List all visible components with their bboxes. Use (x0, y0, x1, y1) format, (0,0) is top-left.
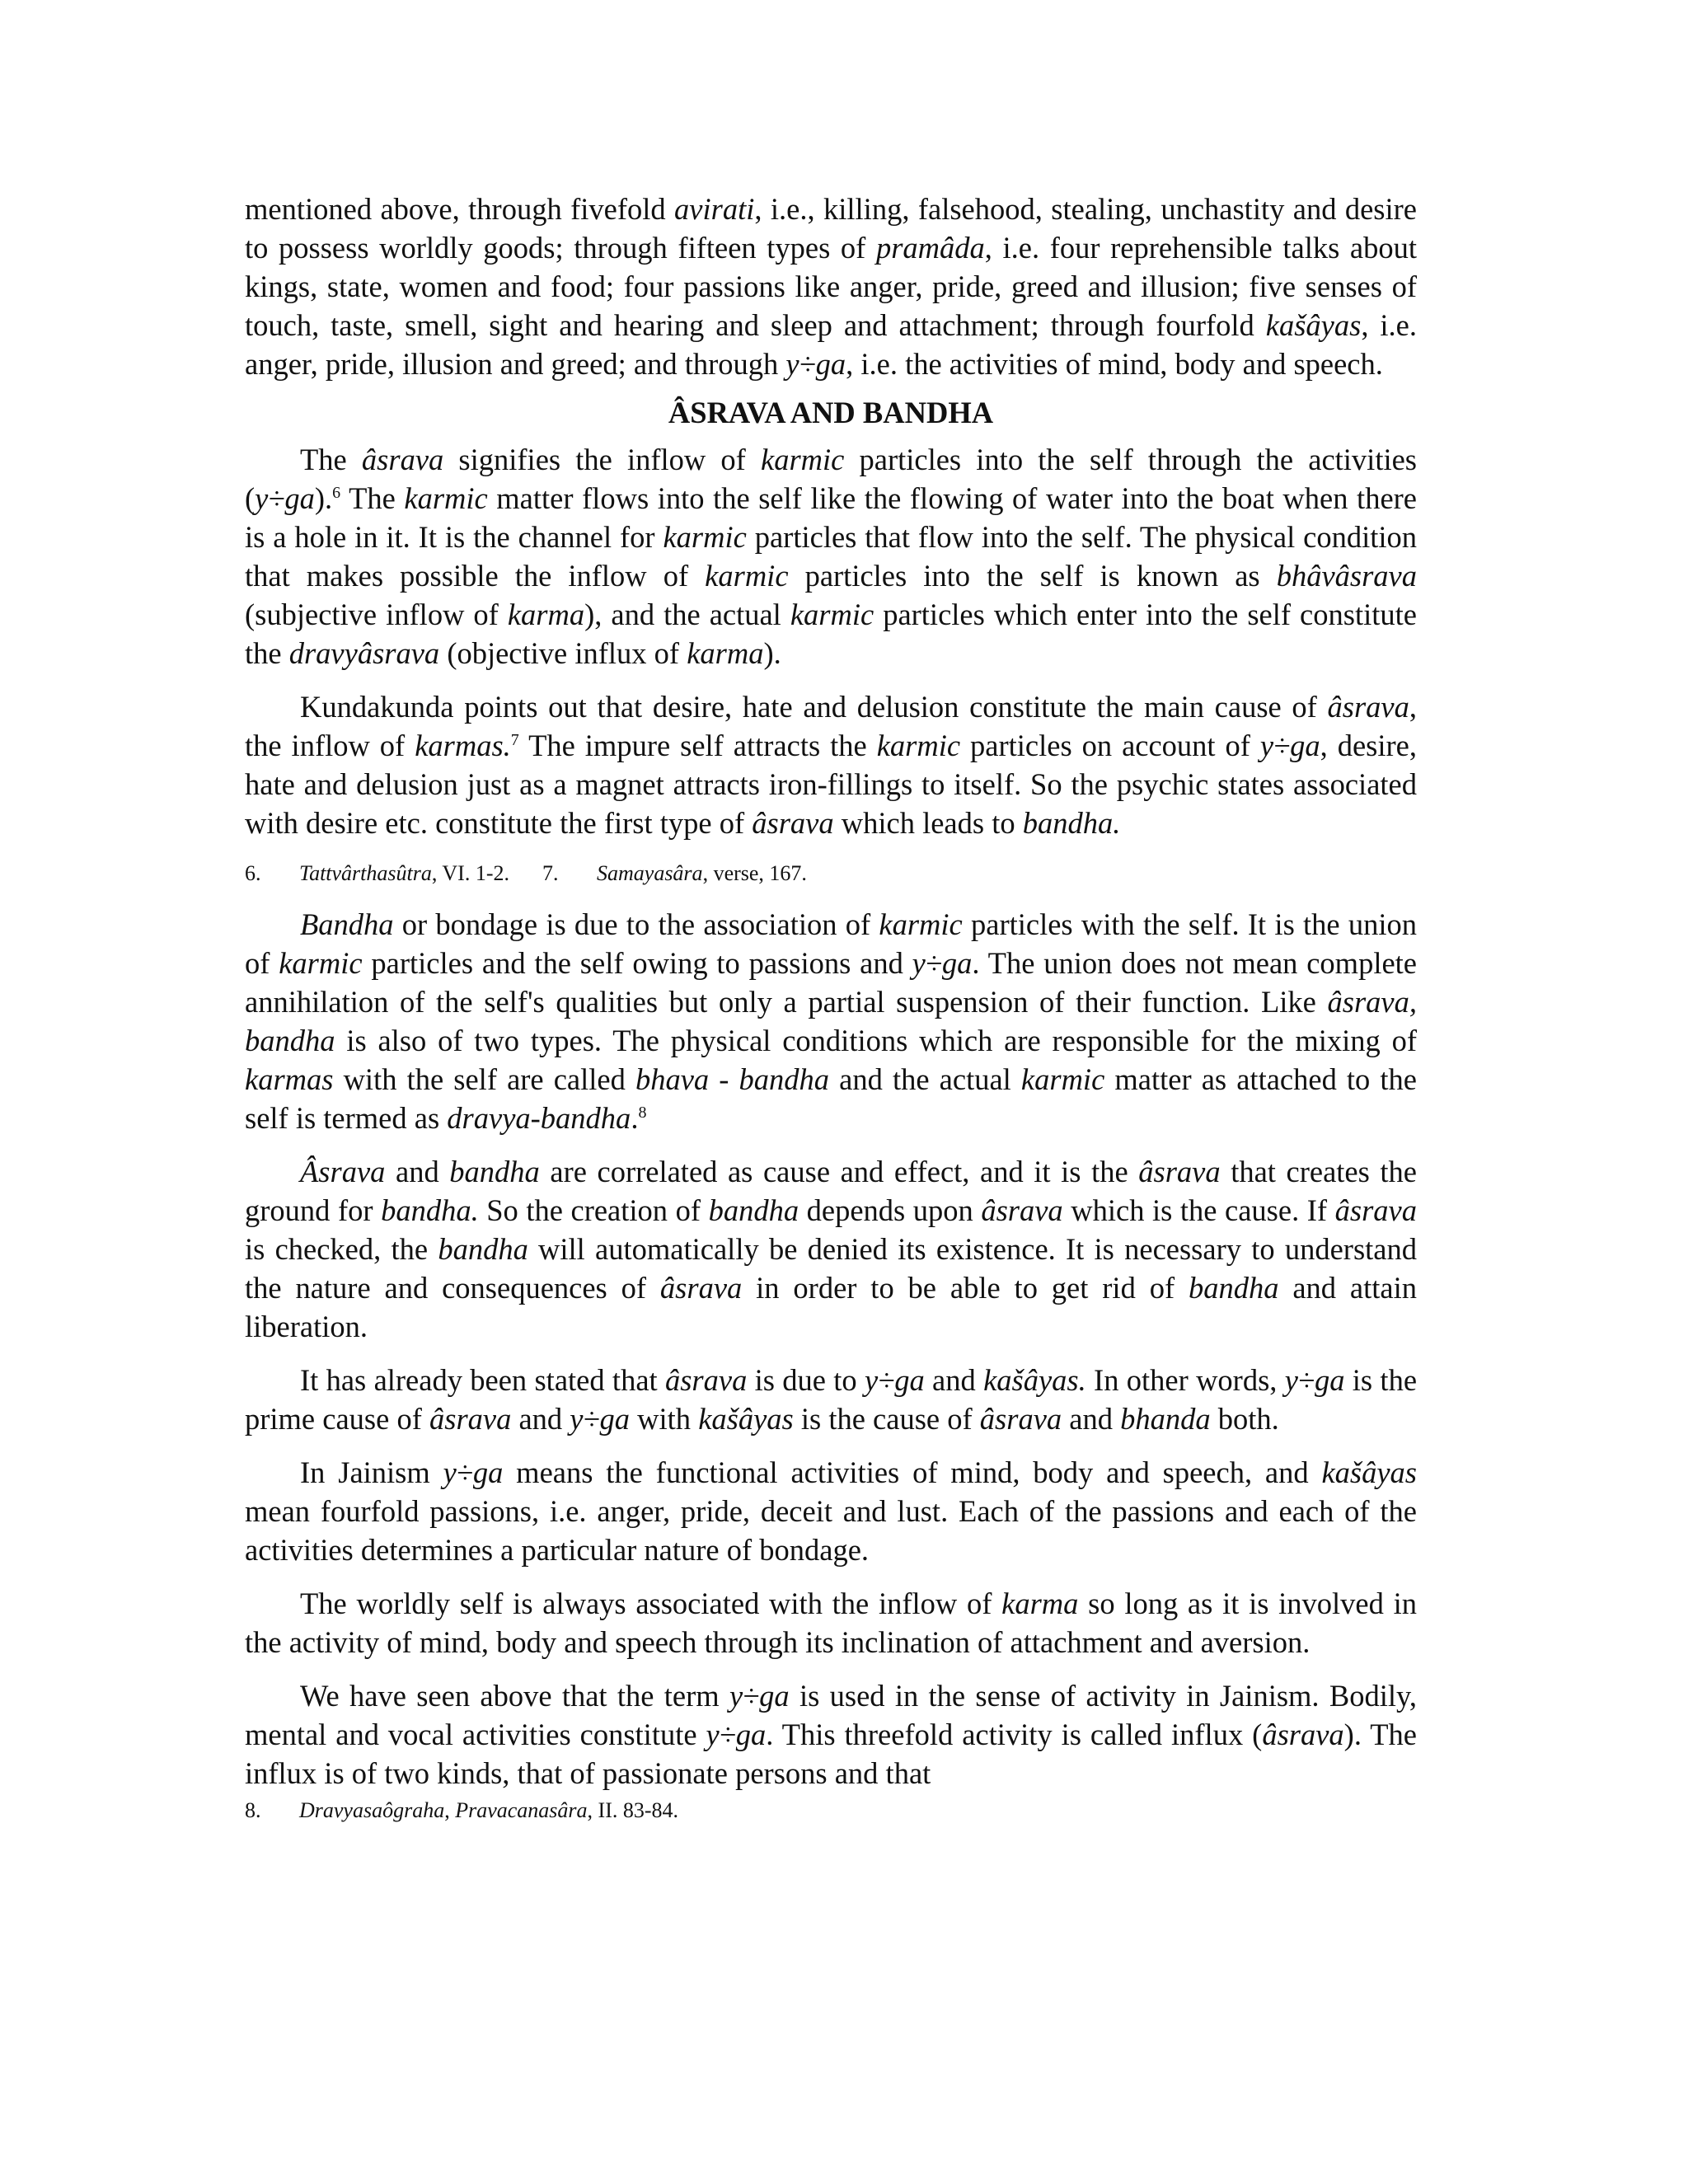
italic-term: y÷ga (570, 1402, 631, 1436)
italic-term: y÷ga (785, 347, 846, 381)
footnote-ref: 6 (332, 483, 341, 502)
italic-term: Âsrava (300, 1155, 386, 1188)
italic-term: âsrava (1334, 1193, 1417, 1227)
text-run: is due to (747, 1363, 865, 1397)
italic-term: dravyâsrava (288, 636, 440, 670)
text-run: and the actual (829, 1062, 1021, 1096)
text-run: , verse, 167. (702, 861, 807, 885)
paragraph-asrava-definition (245, 440, 1417, 673)
text-run: ). (763, 636, 781, 670)
italic-term: karmic (404, 481, 488, 515)
text-run: (objective influx of (439, 636, 687, 670)
footnotes-6-7 (245, 859, 1417, 888)
italic-term: bhâvâsrava (1276, 559, 1417, 593)
text-run: or bondage is due to the association of (393, 907, 879, 941)
section-heading: ÂSRAVA AND BANDHA (668, 396, 994, 429)
text-run: The worldly self is always associated with the inflow of (300, 1586, 1002, 1620)
italic-term: y÷ga (865, 1363, 925, 1397)
italic-term: Tattvârthasûtra (299, 861, 432, 885)
italic-term: âsrava (664, 1363, 748, 1397)
text-run: particles into the self through the activities ( (245, 443, 1418, 515)
paragraph-cause-effect (245, 1152, 1417, 1346)
text-run: , II. 83-84. (587, 1798, 679, 1822)
italic-term: âsrava (981, 1193, 1063, 1227)
text-run: is used in the sense of activity in Jainism. Bodily, mental and vocal activities constitute (245, 1679, 1417, 1751)
text-run: particles with the self. It is the union of (245, 907, 1417, 980)
paragraph-continuation (245, 190, 1417, 383)
paragraph-yoga-kasayas (245, 1361, 1417, 1438)
italic-term: karmic (663, 520, 747, 554)
italic-term: bhanda (1120, 1402, 1211, 1436)
text-run: means the functional activities of mind, body and speech, and (503, 1455, 1322, 1489)
italic-term: pramâda (875, 231, 985, 265)
text-run: so long as it is involved in the activity of mind, body and speech through its inclination of attachment and aversion. (245, 1586, 1417, 1659)
text-run: both. (1210, 1402, 1279, 1436)
italic-term: y÷ga (912, 946, 973, 980)
text-run: and (385, 1155, 450, 1188)
text-run: particles that flow into the self. The physical condition that makes possible the inflow of (245, 520, 1417, 593)
italic-term: bandha (708, 1193, 799, 1227)
italic-term: karma (1001, 1586, 1079, 1620)
text-run: . This threefold activity is called influx ( (766, 1718, 1263, 1751)
italic-term: Samayasâra (597, 861, 703, 885)
italic-term: karmic (876, 729, 961, 762)
text-run: matter as attached to the self is termed as (245, 1062, 1418, 1135)
italic-term: âsrava (1327, 690, 1409, 724)
text-run: and (511, 1402, 570, 1436)
text-run: , (444, 1798, 456, 1822)
italic-term: Pravacanasâra (455, 1798, 588, 1822)
italic-term: y÷ga (1284, 1363, 1345, 1397)
italic-term: bhava - bandha (635, 1062, 830, 1096)
text-run: ). (314, 481, 333, 515)
italic-term: kašâyas (1265, 308, 1362, 342)
footnote-number: 8. (245, 1798, 261, 1822)
italic-term: âsrava (361, 443, 444, 476)
text-run: particles which enter into the self constitute the (245, 598, 1417, 670)
text-run: is the cause of (793, 1402, 980, 1436)
footnote-8 (245, 1796, 1417, 1825)
text-run: The (300, 443, 362, 476)
text-run: The impure self attracts the (518, 729, 877, 762)
italic-term: y÷ga (255, 481, 315, 515)
italic-term: âsrava (752, 806, 834, 840)
italic-term: karmas (245, 1062, 334, 1096)
italic-term: bandha (449, 1155, 540, 1188)
italic-term: karmic (1020, 1062, 1105, 1096)
text-run: and attain liberation. (245, 1271, 1418, 1343)
italic-term: karmic (761, 443, 845, 476)
paragraph-jainism-yoga (245, 1453, 1417, 1569)
paragraph-worldly-self (245, 1584, 1417, 1661)
text-run: is the prime cause of (245, 1363, 1418, 1436)
text-run: The (340, 481, 405, 515)
footnote-text (299, 861, 509, 885)
italic-term: kašâyas. (983, 1363, 1086, 1397)
text-run: that creates the ground for (245, 1155, 1418, 1227)
italic-term: kašâyas (698, 1402, 794, 1436)
text-run: . (631, 1101, 639, 1135)
italic-term: bandha. (1022, 806, 1121, 840)
italic-term: Dravyasaôgraha (299, 1798, 445, 1822)
text-run: is checked, the (245, 1232, 438, 1266)
text-run: ). The influx is of two kinds, that of passionate persons and that (245, 1718, 1417, 1790)
text-run: (subjective inflow of (245, 598, 508, 631)
text-run: In Jainism (300, 1455, 443, 1489)
italic-term: âsrava (659, 1271, 743, 1305)
paragraph-bandha-definition (245, 905, 1417, 1137)
text-run: We have seen above that the term (300, 1679, 729, 1713)
footnote-number: 6. (245, 861, 261, 885)
text-run: It has already been stated that (300, 1363, 665, 1397)
text-run: depends upon (799, 1193, 982, 1227)
italic-term: âsrava (1138, 1155, 1221, 1188)
text-run: , i.e. anger, pride, illusion and greed; and through (245, 308, 1417, 381)
italic-term: avirati (674, 192, 755, 226)
text-run: , the inflow of (245, 690, 1417, 762)
text-run: in order to be able to get rid of (742, 1271, 1189, 1305)
italic-term: Bandha (300, 907, 394, 941)
text-run: ), and the actual (584, 598, 790, 631)
text-run: So the creation of (478, 1193, 709, 1227)
italic-term: karmas. (415, 729, 511, 762)
text-run: with the self are called (333, 1062, 635, 1096)
text-run: particles on account of (960, 729, 1260, 762)
footnote-text (299, 1798, 678, 1822)
italic-term: bandha (1188, 1271, 1279, 1305)
italic-term: karmic (705, 559, 789, 593)
text-run: with (630, 1402, 699, 1436)
text-run: In other words, (1085, 1363, 1285, 1397)
paragraph-threefold-activity (245, 1676, 1417, 1793)
text-run: which is the cause. If (1062, 1193, 1335, 1227)
text-run: particles and the self owing to passions and (362, 946, 912, 980)
italic-term: y÷ga (706, 1718, 767, 1751)
text-run: matter flows into the self like the flowing of water into the boat when there is a hole in it. It is the channel for (245, 481, 1417, 554)
italic-term: karmic (279, 946, 363, 980)
text-run: are correlated as cause and effect, and it is the (539, 1155, 1139, 1188)
text-run: Kundakunda points out that desire, hate and delusion constitute the main cause of (300, 690, 1328, 724)
footnote-ref: 7 (510, 730, 519, 749)
text-run: and (1062, 1402, 1121, 1436)
text-run: mentioned above, through fivefold (245, 192, 675, 226)
text-run: , i.e. the activities of mind, body and speech. (846, 347, 1383, 381)
text-run: , i.e., killing, falsehood, stealing, unchastity and desire to possess worldly goods; through fifteen types of (245, 192, 1418, 265)
italic-term: âsrava (429, 1402, 512, 1436)
italic-term: y÷ga (1259, 729, 1320, 762)
footnote-text (597, 861, 807, 885)
italic-term: karmic (879, 907, 963, 941)
text-run: is also of two types. The physical conditions which are responsible for the mixing of (335, 1024, 1417, 1057)
footnote-ref: 8 (638, 1103, 647, 1122)
italic-term: y÷ga (729, 1679, 790, 1713)
paragraph-kundakunda (245, 687, 1417, 842)
text-run: , VI. 1-2. (431, 861, 509, 885)
italic-term: âsrava (1262, 1718, 1344, 1751)
text-run: particles into the self is known as (788, 559, 1277, 593)
italic-term: karma (687, 636, 764, 670)
text-run: signifies the inflow of (443, 443, 761, 476)
footnote-number: 7. (542, 861, 559, 885)
italic-term: âsrava, bandha (245, 985, 1417, 1057)
text-run: will automatically be denied its existence. It is necessary to understand the nature and consequences of (245, 1232, 1417, 1305)
text-run: . The union does not mean complete annihilation of the self's qualities but only a partial suspension of their function. Like (245, 946, 1418, 1019)
italic-term: y÷ga (443, 1455, 504, 1489)
italic-term: bandha (438, 1232, 528, 1266)
text-run: mean fourfold passions, i.e. anger, pride, deceit and lust. Each of the passions and each of the activities determines a particular nature of bondage. (245, 1494, 1417, 1567)
italic-term: dravya-bandha (447, 1101, 631, 1135)
italic-term: karma (507, 598, 585, 631)
document-page (245, 190, 1417, 1842)
text-run: , desire, hate and delusion just as a magnet attracts iron-fillings to itself. So the psychic states associated with desire etc. constitute the first type of (245, 729, 1418, 840)
text-run: which leads to (833, 806, 1023, 840)
italic-term: bandha. (381, 1193, 479, 1227)
text-run: , i.e. four reprehensible talks about kings, state, women and food; four passions like anger, pride, greed and illusion; five senses of touch, taste, smell, sight and hearing and sleep and attachment; through fourfold (245, 231, 1417, 342)
italic-term: âsrava (979, 1402, 1062, 1436)
text-run: and (924, 1363, 984, 1397)
italic-term: karmic (790, 598, 874, 631)
italic-term: kašâyas (1321, 1455, 1418, 1489)
